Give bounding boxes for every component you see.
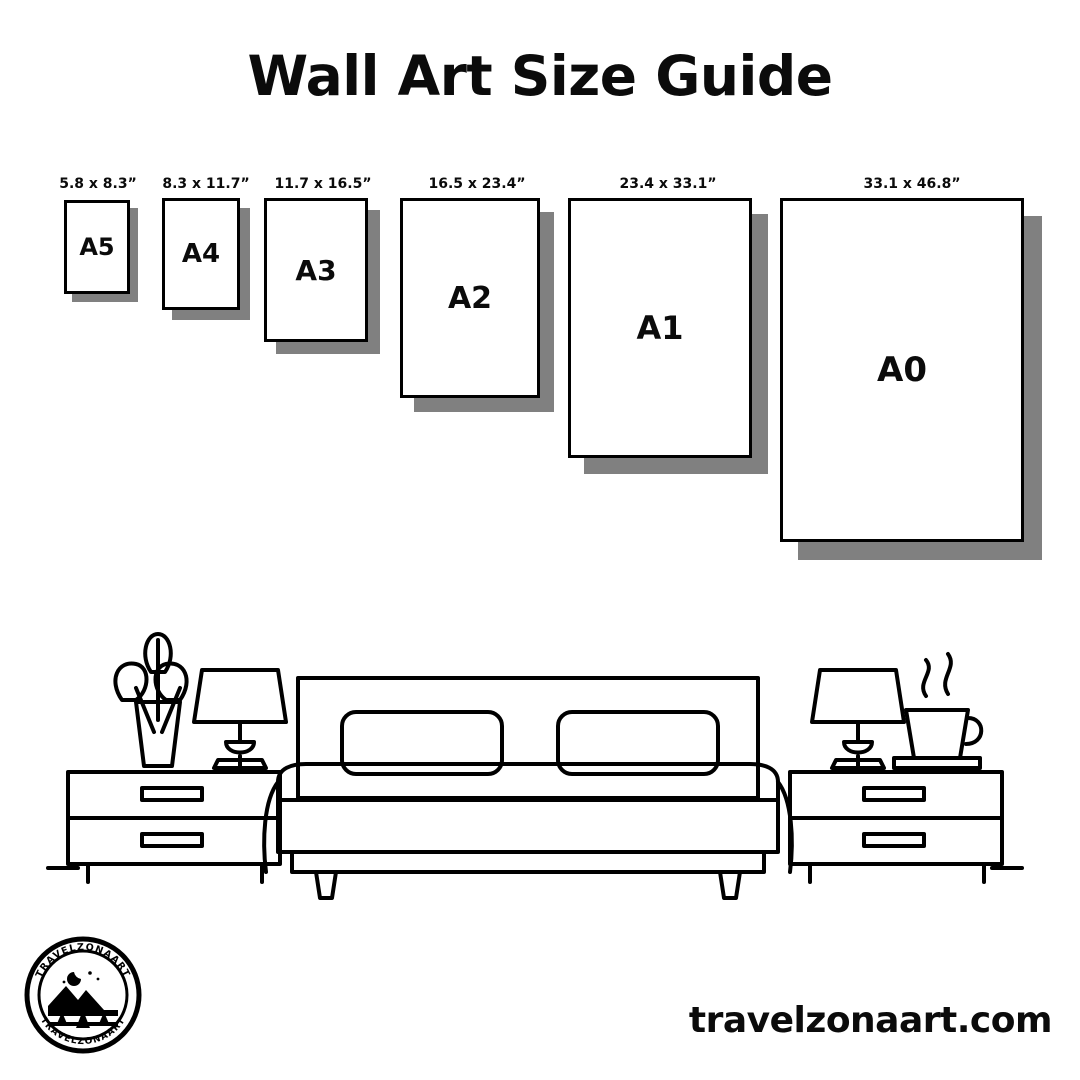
frame-label-a5: A5 [79, 233, 115, 261]
logo-bottom-text: TRAVELZONAART [38, 1015, 128, 1048]
frame-box-a1[interactable] [568, 198, 752, 458]
frame-group-a1 [566, 176, 770, 498]
frame-box-a2[interactable] [400, 198, 540, 398]
left-lamp [194, 670, 286, 770]
svg-text:TRAVELZONAART [34, 942, 132, 980]
brand-logo [18, 930, 148, 1060]
frame-caption-a5: 5.8 x 8.3” [59, 176, 137, 192]
frame-caption-a4: 8.3 x 11.7” [162, 176, 250, 192]
frame-caption-a1: 23.4 x 33.1” [619, 176, 717, 192]
frame-group-a4 [160, 176, 252, 326]
plant-vase [115, 634, 186, 766]
logo-scene [48, 971, 118, 1028]
coffee-cup [894, 654, 981, 768]
frame-box-a5[interactable] [64, 200, 130, 294]
frame-label-a4: A4 [181, 239, 221, 269]
frame-label-a2: A2 [447, 280, 493, 316]
frame-group-a0 [778, 176, 1046, 596]
frame-label-a3: A3 [295, 253, 337, 287]
frame-label-a0: A0 [877, 350, 927, 390]
frame-box-a3[interactable] [264, 198, 368, 342]
frame-label-a1: A1 [636, 309, 684, 347]
frame-caption-a3: 11.7 x 16.5” [274, 176, 372, 192]
frame-group-a5 [59, 176, 137, 306]
frame-caption-a0: 33.1 x 46.8” [863, 176, 961, 192]
left-nightstand [68, 772, 280, 882]
right-lamp [812, 670, 904, 768]
page-title: Wall Art Size Guide [247, 44, 833, 108]
frame-box-a0[interactable] [780, 198, 1024, 542]
bed [264, 678, 792, 898]
frame-group-a3 [262, 176, 384, 376]
right-nightstand [790, 772, 1002, 882]
frame-box-a4[interactable] [162, 198, 240, 310]
frame-group-a2 [398, 176, 556, 426]
logo-top-text: TRAVELZONAART [33, 941, 133, 980]
website-url[interactable]: travelzonaart.com [688, 1000, 1052, 1041]
frame-caption-a2: 16.5 x 23.4” [428, 176, 526, 192]
bedroom-scene [30, 560, 1050, 910]
